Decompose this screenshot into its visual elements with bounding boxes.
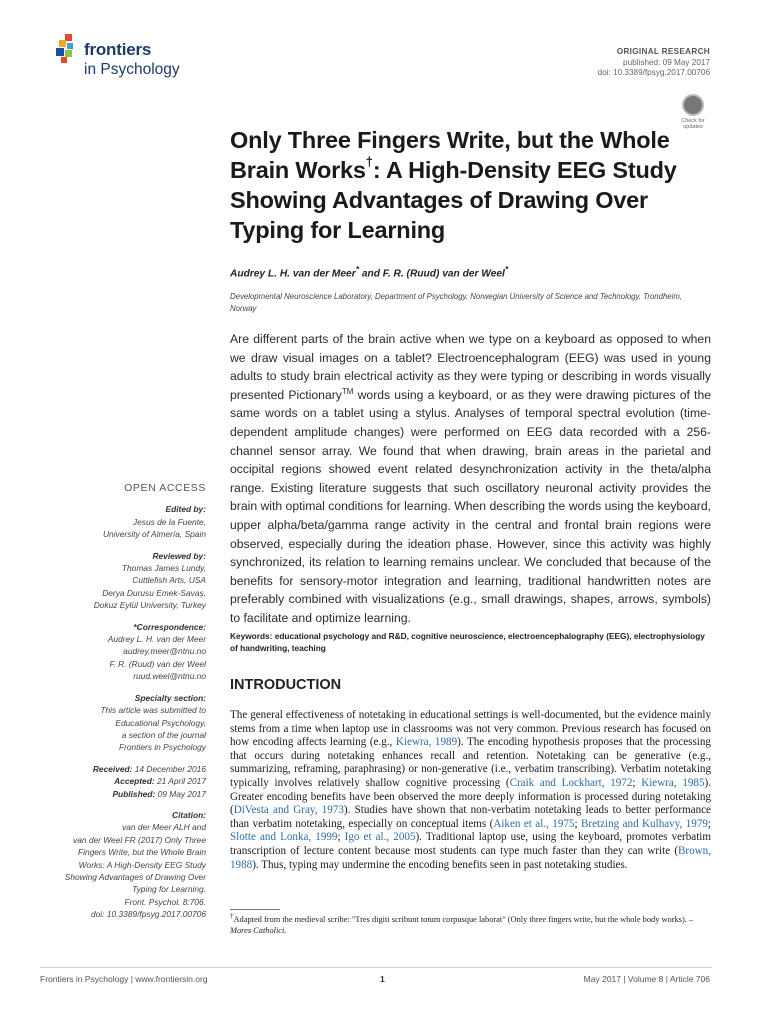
- citation-link[interactable]: Kiewra, 1989: [395, 736, 458, 749]
- intro-text: ). The encoding hypothesis proposes that the processing that occurs during notetaking enhances recall and retention. Notetaking can be generative (e.g., summarizing, reframing, paraphrasing) or non-generative (i.e., verbatim transcribing). Verbatim notetaking typically involves relatively shallow cognitive processing (: [230, 736, 711, 789]
- affiliation: Developmental Neuroscience Laboratory, Department of Psychology, Norwegian University of Science and Technology, Trondheim, Norway: [230, 292, 683, 313]
- footnote-attribution: Mores Catholici.: [230, 925, 287, 935]
- footnote-mark: †: [230, 912, 234, 920]
- keywords-text: educational psychology and R&D, cognitive neuroscience, electroencephalography (EEG), electrophysiology of handwriting, teaching: [230, 631, 705, 653]
- logo-square-blue: [67, 43, 73, 49]
- citation-link[interactable]: Bretzing and Kulhavy, 1979: [580, 817, 708, 830]
- author-2-star: *: [504, 264, 509, 274]
- correspondent-name: F. R. (Ruud) van der Weel: [109, 658, 206, 669]
- intro-text: ). Thus, typing may undermine the encoding benefits seen in past notetaking studies.: [252, 858, 628, 871]
- citation-line: Works: A High-Density EEG Study: [78, 859, 206, 870]
- doi-header[interactable]: doi: 10.3389/fpsyg.2017.00706: [597, 68, 710, 77]
- article-title: [230, 125, 700, 245]
- published-label: Published:: [112, 788, 156, 799]
- correspondent-name: Audrey L. H. van der Meer: [107, 634, 206, 645]
- citation-line: Typing for Learning.: [132, 884, 206, 895]
- footnote-divider: [230, 909, 280, 910]
- keywords-label: Keywords:: [230, 631, 273, 641]
- article-info-sidebar: [40, 482, 206, 921]
- title-part2: : A High-Density EEG Study Showing Advantages of Drawing Over Typing for Learning: [230, 157, 677, 243]
- citation-label: Citation:: [172, 809, 206, 820]
- intro-text: ;: [707, 817, 712, 830]
- citation-line: van der Meer ALH and: [122, 822, 206, 833]
- accepted-value: 21 April 2017: [154, 776, 206, 787]
- page-number: 1: [380, 974, 385, 984]
- specialty-line: This article was submitted to: [100, 705, 206, 716]
- specialty-line: a section of the journal: [121, 729, 206, 740]
- citation-link[interactable]: Aiken et al., 1975: [493, 817, 575, 830]
- citation-link[interactable]: Slotte and Lonka, 1999: [230, 831, 338, 844]
- citation-link[interactable]: DiVesta and Gray, 1973: [233, 804, 344, 817]
- intro-text: ). Studies have shown that non-verbatim notetaking leads to better performance than verbatim notetaking, especially on conceptual items (: [230, 804, 711, 830]
- footer-journal-link[interactable]: Frontiers in Psychology | www.frontiersin.org: [40, 974, 208, 984]
- published-date-header: published: 09 May 2017: [623, 58, 710, 67]
- correspondence-label: *Correspondence:: [133, 621, 206, 632]
- citation-line: Showing Advantages of Drawing Over: [64, 871, 206, 882]
- introduction-body: [230, 709, 711, 872]
- editor-name[interactable]: Jesus de la Fuente,: [132, 516, 206, 527]
- citation-link[interactable]: Craik and Lockhart, 1972: [509, 776, 633, 789]
- article-type: ORIGINAL RESEARCH: [616, 47, 710, 56]
- specialty-section-label: Specialty section:: [134, 692, 206, 703]
- intro-text: ;: [337, 831, 345, 844]
- bookmark-icon: [682, 94, 704, 116]
- title-part1: Only Three Fingers Write, but the Whole Brain Works: [230, 127, 670, 183]
- citation-line: Fingers Write, but the Whole Brain: [77, 847, 206, 858]
- trademark-mark: TM: [341, 386, 354, 396]
- intro-text: ;: [574, 817, 581, 830]
- footer-divider: [40, 967, 712, 968]
- footer-issue-info: May 2017 | Volume 8 | Article 706: [583, 974, 710, 984]
- introduction-heading: INTRODUCTION: [230, 677, 342, 693]
- citation-link[interactable]: Brown, 1988: [230, 844, 711, 871]
- accepted-date: [40, 775, 206, 787]
- citation-link[interactable]: Igo et al., 2005: [344, 831, 416, 844]
- journal-name-bottom[interactable]: in Psychology: [84, 61, 180, 78]
- received-value: 14 December 2016: [132, 763, 206, 774]
- keywords: [230, 630, 711, 654]
- frontiers-logo-icon: [56, 34, 82, 64]
- check-for-updates-label: Check for updates: [681, 118, 705, 130]
- author-2[interactable]: F. R. (Ruud) van der Weel: [382, 268, 505, 280]
- author-1[interactable]: Audrey L. H. van der Meer: [230, 268, 356, 280]
- reviewer-affiliation: Dokuz Eylül University, Turkey: [93, 600, 206, 611]
- specialty-line: Educational Psychology,: [115, 717, 206, 728]
- abstract-part1: Are different parts of the brain active when we type on a keyboard as opposed to when we draw visual images on a tablet? Electroencephalogram (EEG) was used in young adults to study brain electrical activity as they were typing or describing in words visually presented Pictionary: [230, 332, 711, 402]
- reviewer-name[interactable]: Thomas James Lundy,: [121, 563, 206, 574]
- reviewer-name[interactable]: Derya Durusu Emek-Savaş,: [102, 587, 206, 598]
- author-list: [230, 264, 508, 279]
- intro-text: ). Greater encoding benefits have been observed the more deeply information is processed during notetaking (: [230, 776, 711, 817]
- correspondent-email[interactable]: audrey.meer@ntnu.no: [123, 646, 206, 657]
- title-dagger[interactable]: †: [365, 154, 373, 169]
- citation-line: van der Weel FR (2017) Only Three: [73, 834, 206, 845]
- spacer: [40, 800, 206, 809]
- spacer: [40, 754, 206, 763]
- journal-name-top[interactable]: frontiers: [84, 40, 152, 59]
- published-date: [40, 788, 206, 800]
- published-value: 09 May 2017: [155, 788, 206, 799]
- reviewed-by-label: Reviewed by:: [152, 550, 206, 561]
- spacer: [40, 612, 206, 621]
- footnote-text: Adapted from the medieval scribe: "Tres digiti scribunt totum corpusque laborat" (Only three fingers write, but the whole body works). –: [233, 914, 694, 924]
- spacer: [40, 683, 206, 692]
- reviewer-affiliation: Cuttlefish Arts, USA: [132, 575, 206, 586]
- received-label: Received:: [92, 763, 133, 774]
- editor-affiliation: University of Almería, Spain: [102, 529, 206, 540]
- specialty-line: Frontiers in Psychology: [118, 742, 206, 753]
- intro-text: The general effectiveness of notetaking in educational settings is well-documented, but the evidence mainly stems from a time when laptop use in classrooms was not very common. Previous research has focused on how encoding affects learning (e.g.,: [230, 709, 711, 749]
- abstract-part2: words using a keyboard, or as they were drawing pictures of the same words on a tablet using a stylus. Analyses of temporal spectral evolution (time-dependent amplitude changes) were performed on EEG data recorded with a 256-channel sensor array. We found that when drawing, brain areas in the parietal and occipital regions showed event related desynchronization activity in the theta/alpha range. Existing literature suggests that such oscillatory neuronal activity provides the brain with optimal conditions for learning. When describing the words using the keyboard, upper alpha/beta/gamma range activity in the central and frontal brain regions were observed, especially during the ideation phase. However, since this activity was highly synchronized, its relation to learning remains unclear. We concluded that because of the benefits for sensory-motor integration and learning, traditional handwritten notes are preferably combined with visualizations (e.g., small drawings, shapes, arrows, symbols) to facilitate and optimize learning.: [230, 387, 711, 625]
- citation-link[interactable]: Kiewra, 1985: [641, 776, 705, 789]
- open-access-label: OPEN ACCESS: [124, 482, 206, 494]
- edited-by-label: Edited by:: [165, 504, 206, 515]
- citation-doi[interactable]: doi: 10.3389/fpsyg.2017.00706: [90, 909, 206, 920]
- logo-square-orange: [59, 40, 66, 47]
- correspondent-email[interactable]: ruud.weel@ntnu.no: [133, 671, 206, 682]
- intro-text: ). Traditional laptop use, using the keyboard, promotes verbatim transcription of lecture content because most students can type much faster than they can write (: [230, 831, 711, 857]
- spacer: [40, 541, 206, 550]
- logo-square-red-2: [61, 57, 67, 63]
- author-1-star: *: [355, 264, 359, 274]
- intro-text: ;: [632, 776, 642, 789]
- logo-square-red: [65, 34, 72, 41]
- citation-line: Front. Psychol. 8:706.: [124, 896, 206, 907]
- footnote: [230, 911, 711, 936]
- received-date: [40, 763, 206, 775]
- accepted-label: Accepted:: [114, 776, 155, 787]
- logo-square-navy: [56, 48, 64, 56]
- logo-square-green: [65, 50, 72, 57]
- abstract: [230, 330, 711, 628]
- authors-and: and: [359, 268, 383, 280]
